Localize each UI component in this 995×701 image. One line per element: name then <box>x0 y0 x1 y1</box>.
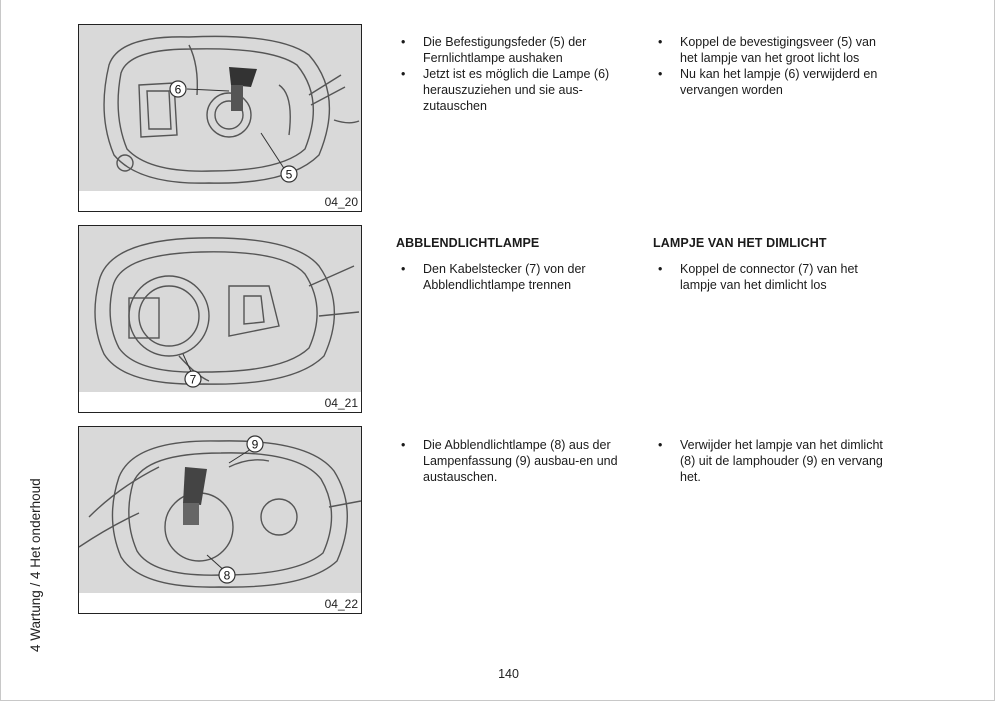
german-instructions-low-beam-connector <box>396 235 626 293</box>
figure-caption: 04_22 <box>324 597 358 611</box>
instruction-list <box>653 261 883 293</box>
instruction-item: • Koppel de bevestigingsveer (5) van het lampje van het groot licht los <box>653 34 883 66</box>
instruction-item: • Die Abblendlichtlampe (8) aus der Lampenfassung (9) ausbau-en und austauschen. <box>396 437 626 485</box>
instruction-item: • Die Befestigungsfeder (5) der Fernlichtlampe aushaken <box>396 34 626 66</box>
figure-illustration <box>79 427 361 593</box>
page-border-left <box>0 0 1 701</box>
figure-illustration <box>79 25 361 191</box>
figure-low-beam-bulb-holder <box>78 426 362 614</box>
callout-8: 8 <box>223 568 231 583</box>
figure-caption: 04_20 <box>324 195 358 209</box>
instruction-item: • Verwijder het lampje van het dimlicht (8) uit de lamphouder (9) en vervang het. <box>653 437 883 485</box>
instruction-item: • Nu kan het lampje (6) verwijderd en vervangen worden <box>653 66 883 98</box>
instruction-item: • Koppel de connector (7) van het lampje van het dimlicht los <box>653 261 883 293</box>
callout-7: 7 <box>189 372 197 387</box>
figure-caption: 04_21 <box>324 396 358 410</box>
instruction-list <box>396 261 626 293</box>
instruction-list <box>396 34 626 114</box>
instruction-list <box>396 437 626 485</box>
section-heading: ABBLENDLICHTLAMPE <box>396 236 540 250</box>
dutch-instructions-high-beam <box>653 34 883 98</box>
instruction-item: • Jetzt ist es möglich die Lampe (6) herauszuziehen und sie aus-zutauschen <box>396 66 626 114</box>
instruction-list <box>653 34 883 98</box>
chapter-side-label: 4 Wartung / 4 Het onderhoud <box>28 478 43 652</box>
instruction-list <box>653 437 883 485</box>
dutch-instructions-low-beam-connector <box>653 235 883 293</box>
figure-low-beam-connector <box>78 225 362 413</box>
figure-high-beam-bulb <box>78 24 362 212</box>
dutch-instructions-low-beam-bulb <box>653 437 883 485</box>
callout-6: 6 <box>174 82 182 97</box>
instruction-item: • Den Kabelstecker (7) von der Abblendlichtlampe trennen <box>396 261 626 293</box>
callout-9: 9 <box>251 437 259 452</box>
german-instructions-high-beam <box>396 34 626 114</box>
german-instructions-low-beam-bulb <box>396 437 626 485</box>
figure-illustration <box>79 226 361 392</box>
section-heading: LAMPJE VAN HET DIMLICHT <box>653 236 827 250</box>
callout-5: 5 <box>285 167 293 182</box>
page-number: 140 <box>498 667 519 681</box>
